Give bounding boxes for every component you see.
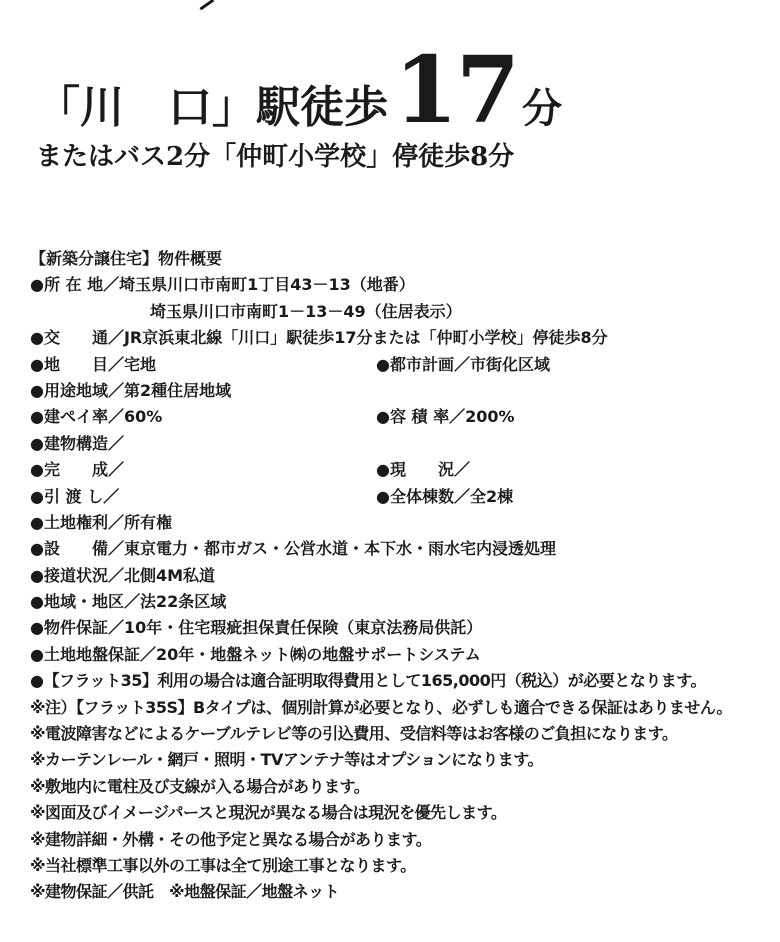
note-line: ※当社標準工事以外の工事は全て別途工事となります。	[30, 855, 416, 875]
spec-row	[30, 589, 775, 615]
walk-minutes: 17	[394, 36, 519, 144]
spec-left: ●引 渡 し／	[30, 486, 120, 506]
walk-label: 駅徒歩	[256, 82, 388, 133]
spec-row	[30, 352, 775, 378]
note-line: ※建物詳細・外構・その他予定と異なる場合があります。	[30, 829, 432, 849]
address-line-2: 埼玉県川口市南町1－13－49（住居表示）	[150, 301, 462, 321]
spec-left: ●地 目／宅地	[30, 354, 156, 374]
spec-left: ●建ペイ率／60%	[30, 407, 163, 427]
spec-title: 【新築分譲住宅】物件概要	[30, 249, 223, 268]
decorative-mark	[194, 0, 215, 10]
spec-right: ●現 況／	[376, 460, 470, 480]
address-line-1: ●所 在 地／埼玉県川口市南町1丁目43－13（地番）	[30, 275, 415, 295]
spec-row	[30, 615, 775, 641]
spec-left: ●土地地盤保証／20年・地盤ネット㈱の地盤サポートシステム	[30, 644, 481, 664]
property-overview	[30, 246, 775, 906]
spec-right: ●全体棟数／全2棟	[376, 486, 514, 506]
spec-row	[30, 484, 775, 510]
note-line: ※カーテンレール・網戸・照明・TVアンテナ等はオプションになります。	[30, 750, 543, 770]
note-line: ※建物保証／供託 ※地盤保証／地盤ネット	[30, 882, 340, 902]
spec-left: ●用途地域／第2種住居地域	[30, 380, 232, 400]
note-line: ※図面及びイメージパースと現況が異なる場合は現況を優先します。	[30, 803, 507, 823]
spec-left: ●土地権利／所有権	[30, 512, 172, 532]
spec-row	[30, 536, 775, 562]
spec-right: ●都市計画／市街化区域	[376, 354, 550, 374]
note-line: ※敷地内に電柱及び支線が入る場合があります。	[30, 776, 370, 796]
minutes-unit: 分	[522, 85, 563, 132]
spec-left: ●設 備／東京電力・都市ガス・公営水道・本下水・雨水宅内浸透処理	[30, 539, 556, 559]
spec-right: ●容 積 率／200%	[376, 407, 515, 427]
spec-row	[30, 378, 775, 404]
headline	[36, 36, 563, 144]
spec-row	[30, 563, 775, 589]
note-line: ※注）【フラット35S】Bタイプは、個別計算が必要となり、必ずしも適合できる保証はありません。	[30, 697, 732, 717]
spec-left: ●接道状況／北側4M私道	[30, 565, 216, 585]
spec-left: ●物件保証／10年・住宅瑕疵担保責任保険（東京法務局供託）	[30, 618, 483, 638]
traffic-line: ●交 通／JR京浜東北線「川口」駅徒歩17分または「仲町小学校」停徒歩8分	[30, 328, 608, 348]
station-name: 「川 口」	[36, 82, 256, 133]
note-line: ※電波障害などによるケーブルテレビ等の引込費用、受信料等はお客様のご負担になります。	[30, 724, 678, 744]
spec-left: ●建物構造／	[30, 433, 124, 453]
spec-row	[30, 457, 775, 483]
spec-row	[30, 642, 775, 668]
spec-row	[30, 510, 775, 536]
spec-row	[30, 431, 775, 457]
spec-left: ●地域・地区／法22条区域	[30, 592, 227, 612]
note-line: ●【フラット35】利用の場合は適合証明取得費用として165,000円（税込）が必要となります。	[30, 671, 707, 691]
spec-left: ●完 成／	[30, 460, 124, 480]
bus-access-line: またはバス2分「仲町小学校」停徒歩8分	[36, 142, 515, 172]
spec-row	[30, 404, 775, 430]
